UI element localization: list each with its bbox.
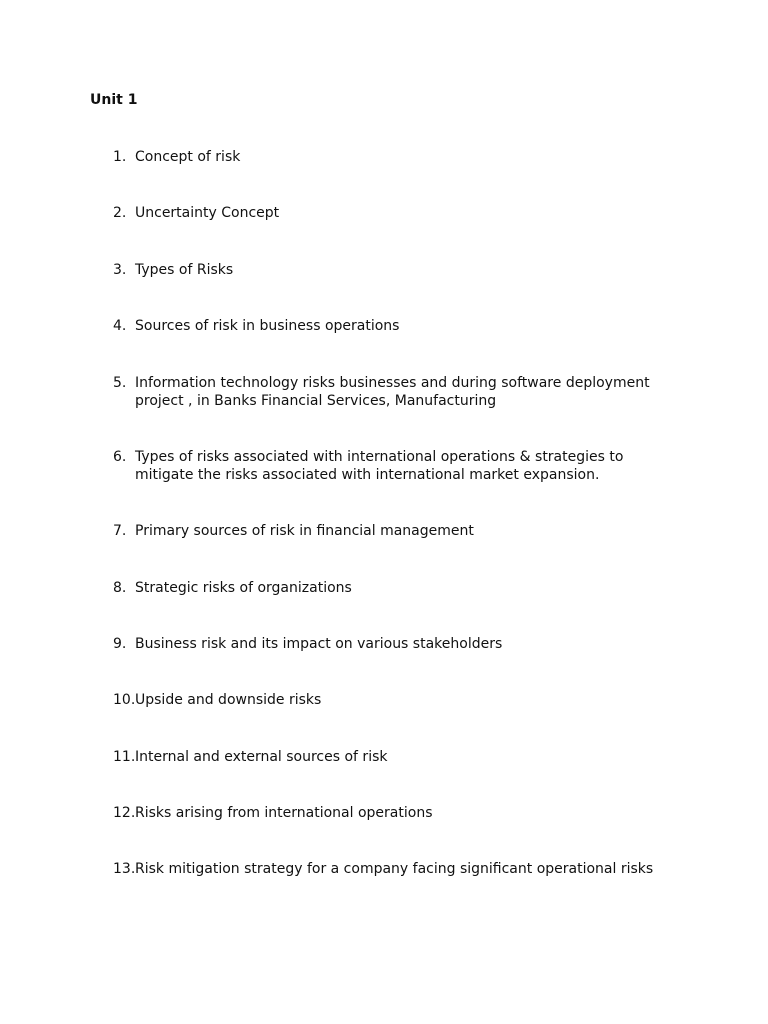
list-item [113, 522, 673, 540]
list-item-number: 5. [113, 375, 127, 391]
list-item-number: 9. [113, 636, 127, 652]
list-item-text: Types of Risks [135, 262, 234, 278]
list-item [113, 148, 673, 166]
list-item-text: Primary sources of risk in financial management [135, 523, 474, 539]
list-item [113, 204, 673, 222]
list-item [113, 579, 673, 597]
list-item [113, 374, 673, 410]
list-item [113, 635, 673, 653]
list-item-number: 2. [113, 205, 127, 221]
list-item-text: Types of risks associated with international operations & strategies to mitigate the risks associated with international market expansion. [135, 449, 624, 483]
list-item-number: 10. [113, 692, 136, 708]
list-item-text: Upside and downside risks [135, 692, 322, 708]
list-item-text: Uncertainty Concept [135, 205, 280, 221]
list-item-text: Concept of risk [135, 149, 241, 165]
list-item-text: Business risk and its impact on various stakeholders [135, 636, 503, 652]
list-item-number: 7. [113, 523, 127, 539]
list-item-number: 3. [113, 262, 127, 278]
list-item-text: Risks arising from international operations [135, 805, 433, 821]
list-item-number: 6. [113, 449, 127, 465]
list-item [113, 804, 673, 822]
list-item [113, 448, 673, 484]
list-item [113, 748, 673, 766]
list-item-number: 11. [113, 749, 136, 765]
list-item-number: 1. [113, 149, 127, 165]
list-item-text: Strategic risks of organizations [135, 580, 352, 596]
list-item-text: Risk mitigation strategy for a company facing significant operational risks [135, 861, 654, 877]
list-item [113, 691, 673, 709]
list-item-text: Internal and external sources of risk [135, 749, 388, 765]
list-item-number: 12. [113, 805, 136, 821]
list-item-text: Information technology risks businesses and during software deployment project , in Banks Financial Services, Manufacturing [135, 375, 650, 409]
unit-heading: Unit 1 [90, 92, 138, 108]
list-item-text: Sources of risk in business operations [135, 318, 400, 334]
list-item [113, 860, 673, 878]
list-item-number: 13. [113, 861, 136, 877]
list-item [113, 261, 673, 279]
list-item-number: 8. [113, 580, 127, 596]
list-item [113, 317, 673, 335]
list-item-number: 4. [113, 318, 127, 334]
